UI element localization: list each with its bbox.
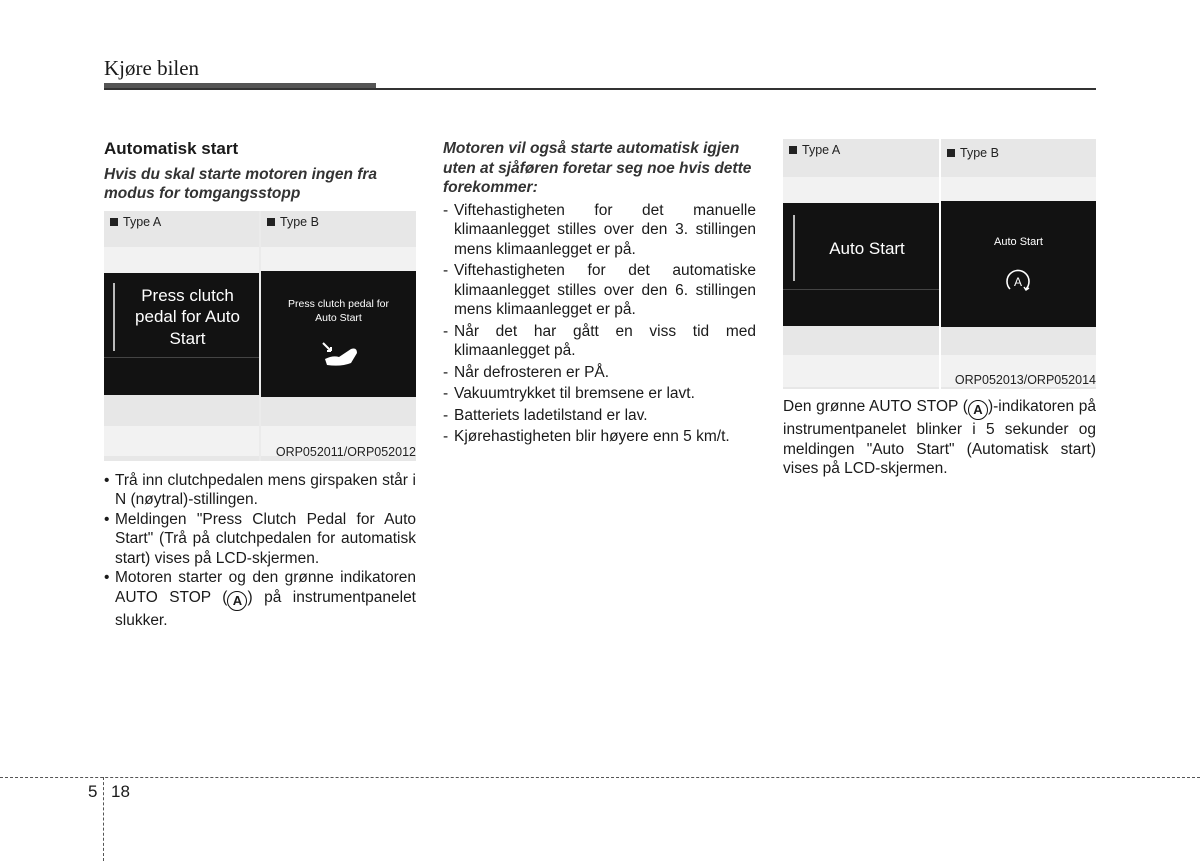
type-a-label: Type A <box>110 213 161 233</box>
auto-stop-icon: A <box>968 400 988 420</box>
section-subheading: Hvis du skal starte motoren ingen fra modus for tomgangsstopp <box>104 165 378 202</box>
bullet-list <box>104 471 416 631</box>
square-bullet-icon <box>267 218 275 226</box>
foot-pedal-icon <box>317 335 361 369</box>
lcd-screen-type-a <box>104 273 259 395</box>
page-header-title: Kjøre bilen <box>104 56 200 80</box>
auto-stop-icon: A <box>227 591 247 611</box>
square-bullet-icon <box>110 218 118 226</box>
figure-auto-start <box>783 139 1096 389</box>
figure-code: ORP052011/ORP052012 <box>275 444 416 459</box>
lcd-screen-type-b <box>941 201 1096 327</box>
footer-divider <box>103 777 104 861</box>
figure-press-clutch <box>104 211 416 461</box>
list-item: • Trå inn clutchpedalen mens girspaken står i N (nøytral)-stillingen. <box>104 471 416 510</box>
column-2 <box>443 139 756 449</box>
auto-stop-indicator-icon <box>1004 267 1032 295</box>
list-item: • Motoren starter og den grønne indikatoren AUTO STOP ( A ) på instrumentpanelet slukker. <box>104 568 416 630</box>
list-item: - Viftehastigheten for det automatiske klimaanlegget stilles over den 6. stillingen mens klimaanlegget er på. <box>443 261 756 320</box>
list-item: - Batteriets ladetilstand er lav. <box>443 406 756 426</box>
column-3 <box>783 139 1096 479</box>
square-bullet-icon <box>947 149 955 157</box>
screen-message: Press clutch pedal for Auto Start <box>135 285 240 348</box>
list-item: - Viftehastigheten for det manuelle klimaanlegget stilles over den 3. stillingen mens klimaanlegget er på. <box>443 201 756 260</box>
footer-page-number: 18 <box>111 782 130 801</box>
auto-start-paragraph: Den grønne AUTO STOP ( A )-indikatoren på instrumentpanelet blinker i 5 sekunder og meldingen "Auto Start" (Automatisk start) vises på LCD-skjermen. <box>783 398 1096 477</box>
type-b-label: Type B <box>947 144 999 164</box>
figure-type-b <box>941 139 1096 389</box>
type-b-label: Type B <box>267 213 319 233</box>
screen-edge-line <box>113 283 115 351</box>
figure-type-a <box>104 211 259 461</box>
figure-type-a <box>783 139 939 389</box>
list-item: • Meldingen "Press Clutch Pedal for Auto Start" (Trå på clutchpedalen for automatisk start) vises på LCD-skjermen. <box>104 510 416 569</box>
screen-message: Auto Start <box>994 236 1043 248</box>
column-1 <box>104 139 416 630</box>
screen-message: Press clutch pedal for Auto Start <box>288 297 389 324</box>
list-item: - Når det har gått en viss tid med klimaanlegget på. <box>443 322 756 361</box>
condition-list <box>443 201 756 447</box>
svg-text:A: A <box>1013 275 1023 289</box>
footer-rule <box>0 777 1200 778</box>
figure-code: ORP052013/ORP052014 <box>954 373 1096 387</box>
screen-message: Auto Start <box>829 239 905 258</box>
type-a-label: Type A <box>789 141 840 161</box>
list-item: - Vakuumtrykket til bremsene er lavt. <box>443 384 756 404</box>
header-rule <box>104 88 1096 90</box>
list-item: - Kjørehastigheten blir høyere enn 5 km/t. <box>443 427 756 447</box>
section-heading: Automatisk start <box>104 139 239 158</box>
list-item: - Når defrosteren er PÅ. <box>443 363 756 383</box>
screen-edge-line <box>793 215 795 281</box>
footer-section-number: 5 <box>88 782 98 801</box>
lcd-screen-type-b <box>261 271 416 397</box>
square-bullet-icon <box>789 146 797 154</box>
lcd-screen-type-a <box>783 203 939 326</box>
section-subheading: Motoren vil også starte automatisk igjen uten at sjåføren foretar seg noe hvis dette forekommer: <box>443 140 752 196</box>
figure-type-b <box>261 211 416 461</box>
